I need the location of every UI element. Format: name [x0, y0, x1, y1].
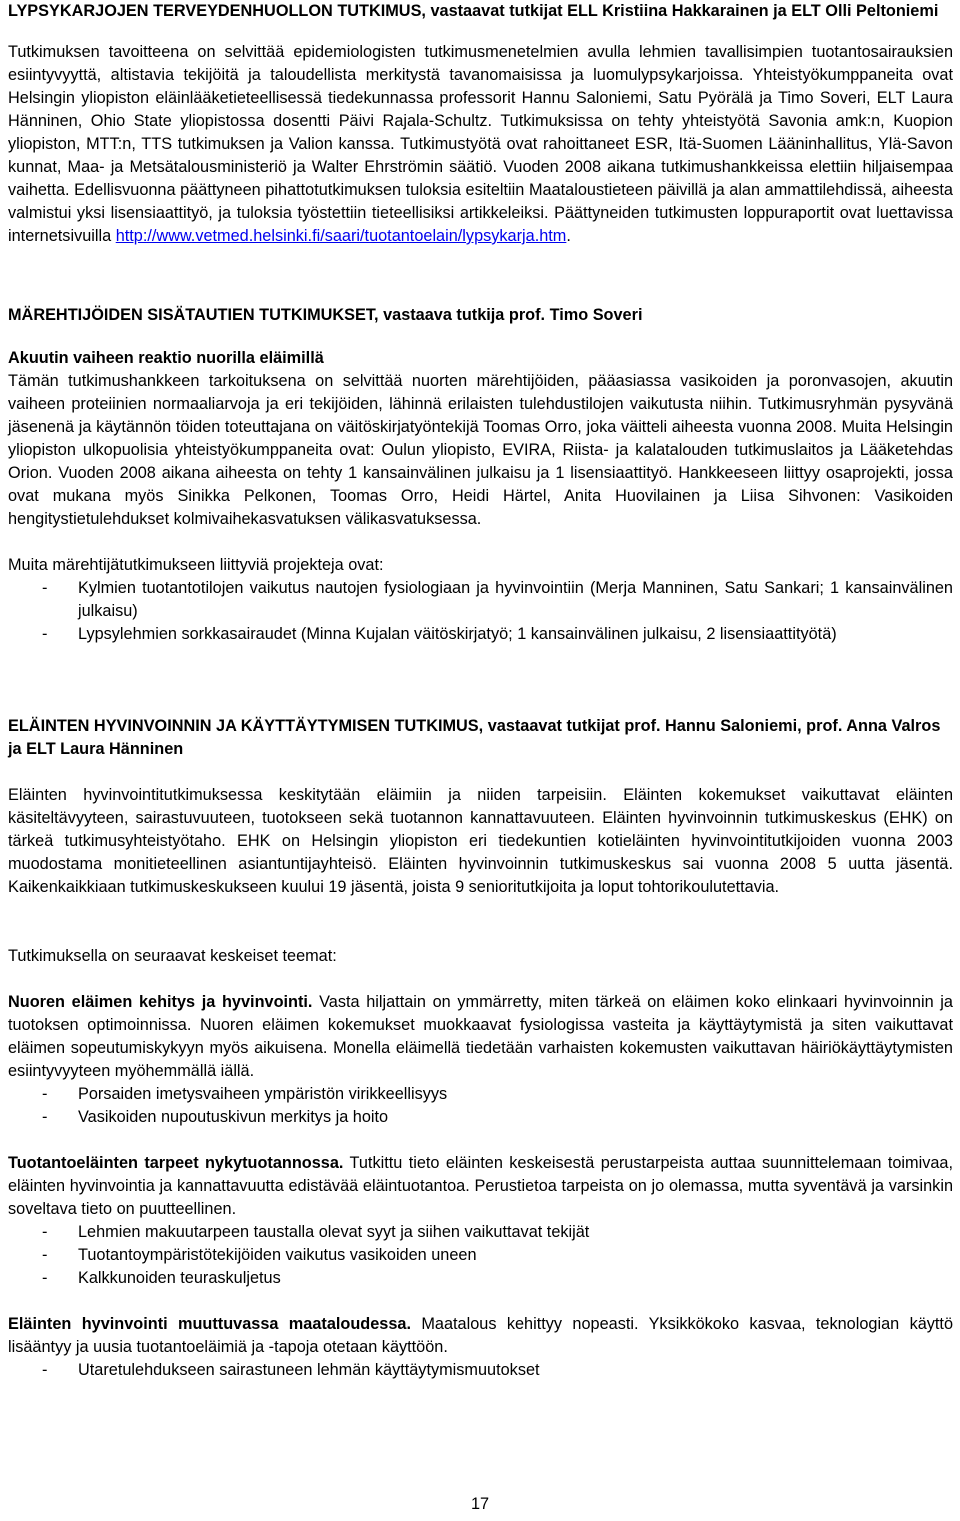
- list-item: [8, 1083, 953, 1106]
- section-heading-dairy-herd-health: LYPSYKARJOJEN TERVEYDENHUOLLON TUTKIMUS, vastaavat tutkijat ELL Kristiina Hakkarainen ja ELT Olli Peltoniemi: [8, 2, 939, 20]
- link-punctuation: .: [566, 227, 571, 245]
- list-item-text: Lehmien makuutarpeen taustalla olevat syyt ja siihen vaikuttavat tekijät: [78, 1223, 590, 1241]
- section-body-animal-welfare: Eläinten hyvinvointitutkimuksessa keskitytään eläimiin ja niiden tarpeisiin. Eläinten kokemukset vaikuttavat eläinten käsiteltävyyteen, sairastuvuuteen, tuotokseen sekä tuotannon kannattavuuteen. Eläinten hyvinvoinnin tutkimuskeskus (EHK) on tärkeä tutkimusyhteistyötaho. EHK on Helsingin yliopiston eri tiedekuntien kotieläinten hyvinvointitutkijoiden vuonna 2003 muodostama monitieteellinen asiantuntijayhteisö. Eläinten hyvinvoinnin tutkimuskeskus sai vuonna 2008 5 uutta jäsentä. Kaikenkaikkiaan tutkimuskeskukseen kuului 19 jäsentä, joista 9 senioritutkijoita ja loput tohtorikoulutettavia.: [8, 786, 953, 896]
- theme-title: Nuoren eläimen kehitys ja hyvinvointi.: [8, 993, 313, 1011]
- theme-title: Eläinten hyvinvointi muuttuvassa maataloudessa.: [8, 1315, 411, 1333]
- list-item-text: Lypsylehmien sorkkasairaudet (Minna Kujalan väitöskirjatyö; 1 kansainvälinen julkaisu, 2 lisensiaattityötä): [78, 625, 837, 643]
- dash-bullet: -: [42, 1085, 48, 1103]
- report-link[interactable]: http://www.vetmed.helsinki.fi/saari/tuotantoelain/lypsykarja.htm: [115, 227, 567, 245]
- dash-bullet: -: [42, 1108, 48, 1126]
- body-text: Tutkimuksen tavoitteena on selvittää epidemiologisten tutkimusmenetelmien avulla lehmien tavallisimpien tuotantosairauksien esiintyvyyttä, altistavia tekijöitä ja taloudellista merkitystä tavanomaisissa ja luomulypsykarjoissa. Yhteistyökumppaneita ovat Helsingin yliopiston eläinlääketieteellisessä tiedekunnassa professorit Hannu Saloniemi, Satu Pyörälä ja Timo Soveri, ELT Laura Hänninen, Ohio State yliopistossa dosentti Päivi Rajala-Schultz. Tutkimuksissa on tehty yhteistyötä Savonia amk:n, Kuopion yliopiston, MTT:n, TTS tutkimuksen ja Valion kanssa. Tutkimustyötä ovat rahoittaneet ESR, Itä-Suomen Lääninhallitus, Ylä-Savon kunnat, Maa- ja Metsätalousministeriö ja Walter Ehrströmin säätiö. Vuoden 2008 aikana tutkimushankkeissa elettiin hiljaisempaa vaihetta. Edellisvuonna päättyneen pihattotutkimuksen tuloksia esiteltiin Maataloustieteen päivillä ja alan ammattilehdissä, aiheesta valmistui yksi lisensiaattityö, ja tuloksia työstettiin tieteellisiksi artikkeleiksi. Päättyneiden tutkimusten loppuraportit ovat luettavissa internetsivuilla: [8, 43, 953, 245]
- dash-bullet: -: [42, 625, 48, 643]
- theme-items-list: [8, 1221, 953, 1290]
- theme-items-list: [8, 1083, 953, 1129]
- list-item: [8, 577, 953, 623]
- dash-bullet: -: [42, 1246, 48, 1264]
- theme-text: Maatalous kehittyy nopeasti. Yksikkökoko kasvaa, teknologian käyttö lisääntyy ja uusia tuotantoeläimiä ja -tapoja otetaan käyttöön.: [8, 1315, 954, 1356]
- list-item: [8, 1106, 953, 1129]
- projects-intro: Muita märehtijätutkimukseen liittyviä projekteja ovat:: [8, 556, 384, 574]
- dash-bullet: -: [42, 1269, 48, 1287]
- dash-bullet: -: [42, 1223, 48, 1241]
- section-body-dairy-herd-health: [8, 41, 953, 248]
- list-item-text: Tuotantoympäristötekijöiden vaikutus vasikoiden uneen: [78, 1246, 477, 1264]
- section-body-acute-phase: Tämän tutkimushankkeen tarkoituksena on selvittää nuorten märehtijöiden, pääasiassa vasikoiden ja poronvasojen, akuutin vaiheen proteiinien normaaliarvoja ja eri tekijöiden, lähinnä erilaisten tulehdustilojen vaikutusta niihin. Tutkimusryhmän pysyvänä jäsenenä ja käytännön töiden toteuttajana on väitöskirjatyöntekijä Toomas Orro, joka väitteli aiheesta vuonna 2008. Muita Helsingin yliopiston ulkopuolisia yhteistyökumppaneita ovat: Oulun yliopisto, EVIRA, Riista- ja kalatalouden tutkimuslaitos ja Lääketehdas Orion. Vuoden 2008 aikana aiheesta on tehty 1 kansainvälinen julkaisu ja 1 lisensiaattityö. Hankkeeseen liittyy osaprojekti, jossa ovat mukana myös Sinikka Pelkonen, Toomas Orro, Heidi Härtel, Anita Huovilainen ja Liisa Sihvonen: Vasikoiden hengitystietulehdukset kolmivaihekasvatuksen välikasvatuksessa.: [8, 372, 953, 528]
- section-heading-ruminant-internal-diseases: MÄREHTIJÖIDEN SISÄTAUTIEN TUTKIMUKSET, vastaava tutkija prof. Timo Soveri: [8, 306, 643, 324]
- document-page: [8, 0, 953, 1382]
- page-number: 17: [470, 1495, 490, 1513]
- dash-bullet: -: [42, 579, 48, 597]
- list-item-text: Porsaiden imetysvaiheen ympäristön virikkeellisyys: [78, 1085, 448, 1103]
- theme-title: Tuotantoeläinten tarpeet nykytuotannossa.: [8, 1154, 344, 1172]
- list-item: [8, 623, 953, 646]
- list-item: [8, 1244, 953, 1267]
- theme-text: Vasta hiljattain on ymmärretty, miten tärkeä on eläimen koko elinkaari hyvinvoinnin ja tuotoksen optimoinnissa. Nuoren eläimen kokemukset muokkaavat fysiologissa vasteita ja käyttäytymistä ja siten vaikuttavat eläimen sopeutumiskykyyn myös aikuisena. Monella eläimellä tiedetään varhaisten kokemusten vaikuttavan häiriökäyttäytymisten esiintyvyyteen myöhemmällä iällä.: [8, 993, 953, 1080]
- projects-list: [8, 577, 953, 646]
- theme-text: Tutkittu tieto eläinten keskeisestä perustarpeista auttaa suunnittelemaan toimivaa, eläinten hyvinvointia ja kannattavuutta edistävää eläintuotantoa. Perustietoa tarpeista on jo olemassa, mutta syventävä ja varsinkin soveltava tieto on puutteellinen.: [8, 1154, 953, 1218]
- theme-items-list: [8, 1359, 953, 1382]
- list-item: [8, 1221, 953, 1244]
- list-item-text: Kalkkunoiden teuraskuljetus: [78, 1269, 281, 1287]
- list-item-text: Vasikoiden nupoutuskivun merkitys ja hoito: [78, 1108, 389, 1126]
- dash-bullet: -: [42, 1361, 48, 1379]
- theme-young-animal: [8, 991, 953, 1083]
- list-item-text: Kylmien tuotantotilojen vaikutus nautojen fysiologiaan ja hyvinvointiin (Merja Manninen, Satu Sankari; 1 kansainvälinen julkaisu): [78, 579, 953, 620]
- list-item-text: Utaretulehdukseen sairastuneen lehmän käyttäytymismuutokset: [78, 1361, 540, 1379]
- section-heading-animal-welfare: ELÄINTEN HYVINVOINNIN JA KÄYTTÄYTYMISEN TUTKIMUS, vastaavat tutkijat prof. Hannu Saloniemi, prof. Anna Valros ja ELT Laura Hänninen: [8, 717, 941, 758]
- list-item: [8, 1359, 953, 1382]
- theme-production-needs: [8, 1152, 953, 1221]
- subheading-acute-phase-reaction: Akuutin vaiheen reaktio nuorilla eläimillä: [8, 349, 324, 367]
- list-item: [8, 1267, 953, 1290]
- theme-changing-agriculture: [8, 1313, 953, 1359]
- themes-intro: Tutkimuksella on seuraavat keskeiset teemat:: [8, 947, 337, 965]
